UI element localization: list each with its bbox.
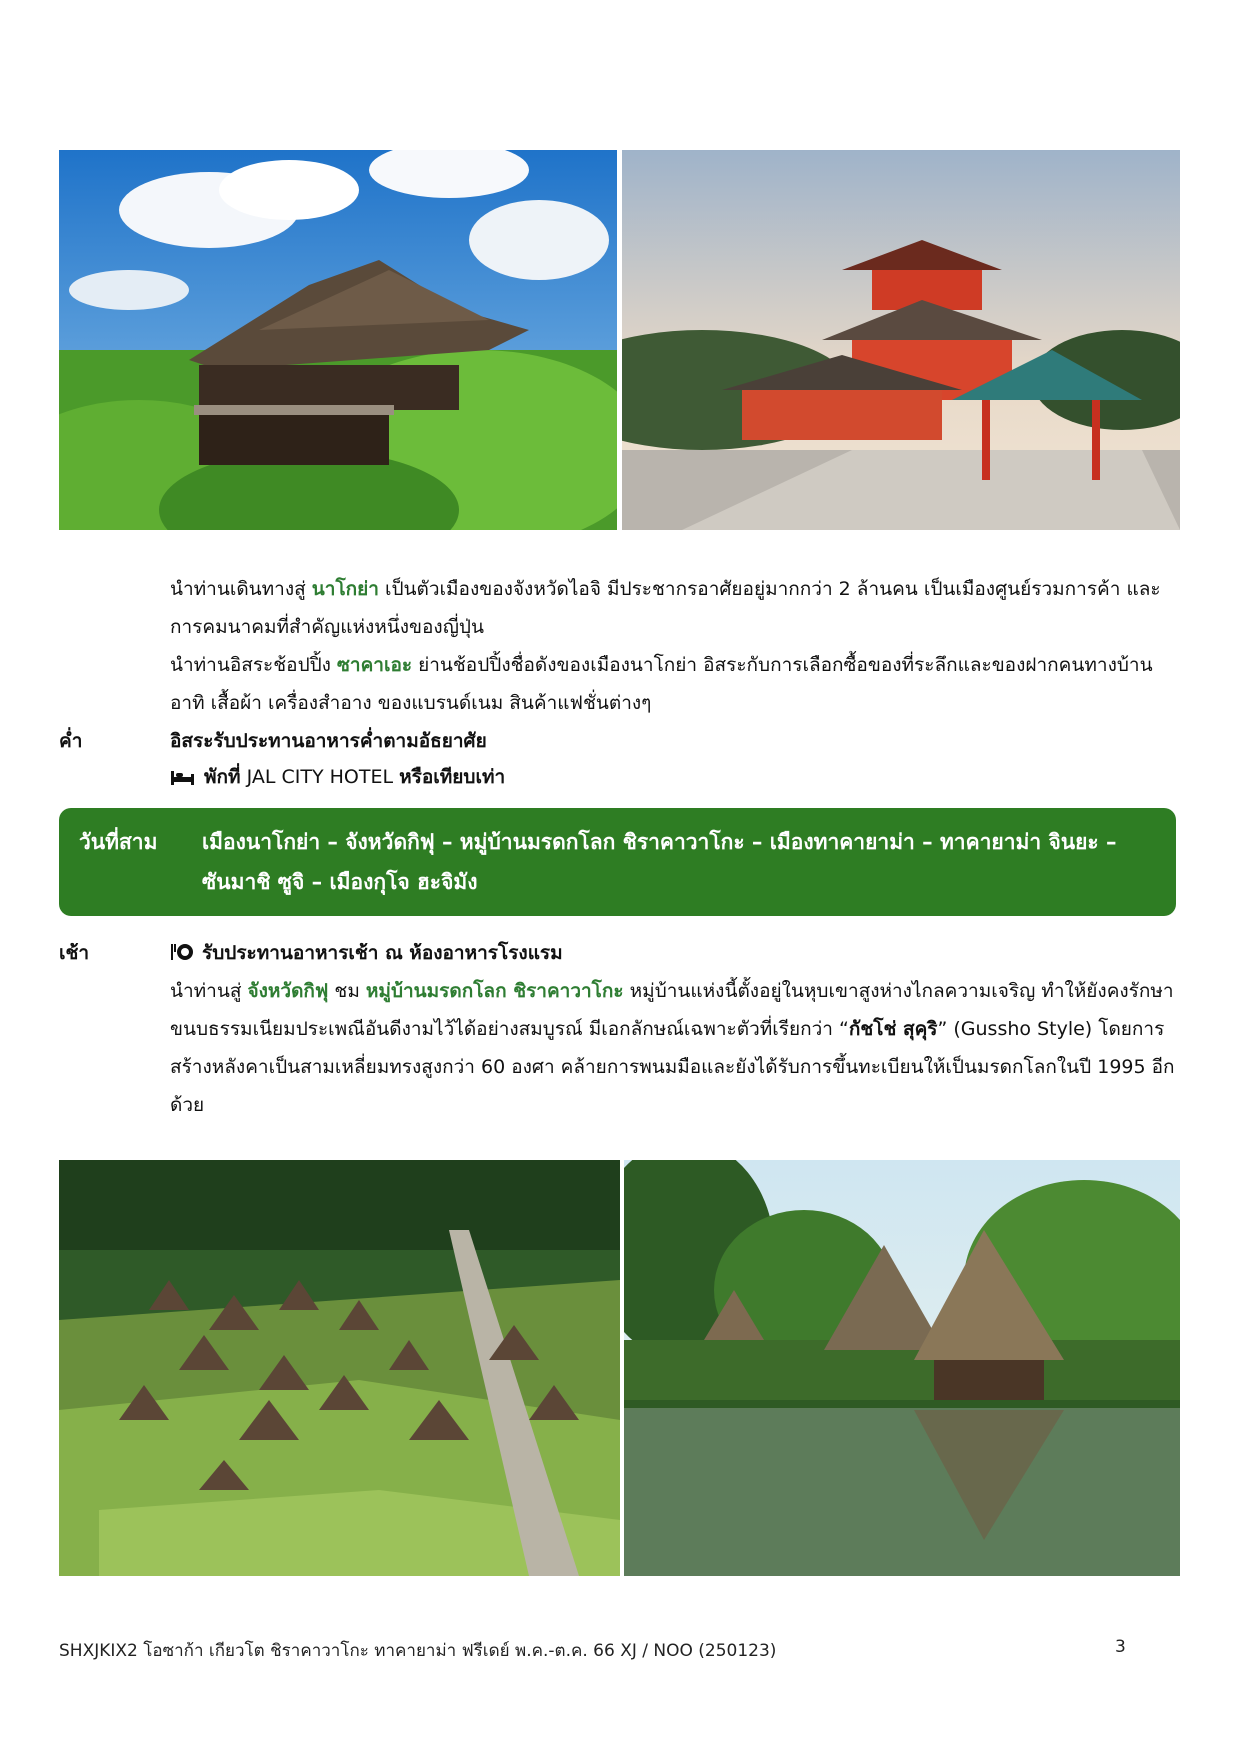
footer-text: SHXJKIX2 โอซาก้า เกียวโต ชิราคาวาโกะ ทาคายาม่า ฟรีเดย์ พ.ค.-ต.ค. 66 XJ / NOO (250123) bbox=[59, 1641, 777, 1661]
day-three-banner bbox=[59, 808, 1176, 916]
day-route: เมืองนาโกย่า – จังหวัดกิฟุ – หมู่บ้านมรดกโลก ชิราคาวาโกะ – เมืองทาคายาม่า – ทาคายาม่า จินยะ – ซันมาชิ ซูจิ – เมืองกุโจ ฮะจิมัง bbox=[202, 830, 1117, 894]
hotel-name: JAL CITY HOTEL bbox=[240, 766, 400, 788]
photo-shirakawa-aerial bbox=[59, 1160, 620, 1576]
photo-gassho-reflection bbox=[624, 1160, 1180, 1576]
sakae-text-a: นำท่านอิสระช้อปปิ้ง bbox=[170, 654, 338, 676]
shirakawa-paragraph bbox=[170, 972, 1180, 1124]
hotel-suffix: หรือเทียบเท่า bbox=[399, 766, 506, 788]
day-label: วันที่สาม bbox=[79, 830, 158, 854]
nagoya-text-a: นำท่านเดินทางสู่ bbox=[170, 578, 312, 600]
sakae-paragraph bbox=[170, 646, 1180, 722]
shirakawa-highlight: หมู่บ้านมรดกโลก ชิราคาวาโกะ bbox=[365, 980, 624, 1002]
photo-red-shrine bbox=[622, 150, 1180, 530]
hotel-bed-icon bbox=[170, 768, 196, 786]
page-number: 3 bbox=[1115, 1637, 1126, 1657]
breakfast-label: เช้า bbox=[59, 942, 90, 964]
gifu-highlight: จังหวัดกิฟุ bbox=[247, 980, 329, 1002]
shirakawa-text-c: หมู่บ้านแห่งนี้ตั้งอยู่ในหุบเขาสูงห่างไกลความเจริญ ทำให้ยังคงรักษาขนบธรรมเนียมประเพณีอันดีงามไว้ได้อย่างสมบูรณ์ มีเอกลักษณ์เฉพาะตัวที่เรียกว่า “ bbox=[170, 980, 1174, 1040]
nagoya-highlight: นาโกย่า bbox=[311, 578, 379, 600]
dinner-label: ค่ำ bbox=[59, 730, 83, 752]
shirakawa-text-d: ” (Gussho Style) โดยการสร้างหลังคาเป็นสามเหลี่ยมทรงสูงกว่า 60 องศา คล้ายการพนมมือและยังได้รับการขึ้นทะเบียนให้เป็นมรดกโลกในปี 1995 อีกด้วย bbox=[170, 1018, 1175, 1116]
sakae-highlight: ซาคาเอะ bbox=[337, 654, 413, 676]
shirakawa-text-a: นำท่านสู่ bbox=[170, 980, 248, 1002]
hotel-line bbox=[170, 758, 505, 796]
meal-icon bbox=[170, 942, 194, 962]
shirakawa-text-b: ชม bbox=[328, 980, 366, 1002]
photo-kiyomizu-temple bbox=[59, 150, 617, 530]
nagoya-text-b: เป็นตัวเมืองของจังหวัดไอจิ มีประชากรอาศัยอยู่มากกว่า 2 ล้านคน เป็นเมืองศูนย์รวมการค้า และการคมนาคมที่สำคัญแห่งหนึ่งของญี่ปุ่น bbox=[170, 578, 1161, 638]
sakae-text-b: ย่านช้อปปิ้งชื่อดังของเมืองนาโกย่า อิสระกับการเลือกซื้อของที่ระลึกและของฝากคนทางบ้าน อาทิ เสื้อผ้า เครื่องสำอาง ของแบรนด์เนม สินค้าแฟชั่นต่างๆ bbox=[170, 654, 1153, 714]
dinner-text: อิสระรับประทานอาหารค่ำตามอัธยาศัย bbox=[170, 730, 487, 752]
gassho-bold: กัชโช่ สุคุริ bbox=[848, 1018, 938, 1040]
nagoya-paragraph bbox=[170, 570, 1180, 646]
hotel-prefix: พักที่ bbox=[204, 766, 241, 788]
breakfast-line bbox=[170, 934, 563, 972]
breakfast-text: รับประทานอาหารเช้า ณ ห้องอาหารโรงแรม bbox=[202, 942, 563, 964]
